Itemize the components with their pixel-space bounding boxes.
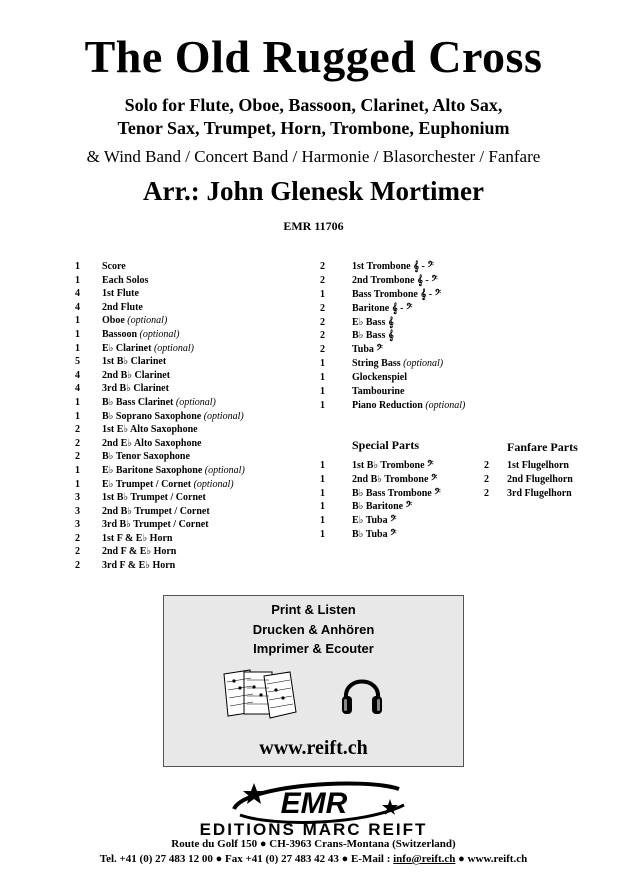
email-link[interactable]: info@reift.ch	[393, 853, 456, 865]
part-label: E♭ Tuba 𝄢	[352, 515, 397, 527]
part-quantity: 1	[75, 464, 80, 476]
part-quantity: 2	[320, 261, 325, 272]
part-quantity: 2	[320, 274, 325, 286]
part-name	[507, 488, 572, 499]
part-name	[352, 474, 437, 485]
part-label: 1st B♭ Trumpet / Cornet	[102, 492, 206, 504]
part-label: 1st E♭ Alto Saxophone	[102, 424, 198, 436]
catalog-number: EMR 11706	[283, 219, 344, 233]
part-name	[102, 424, 198, 435]
part-label: E♭ Clarinet	[102, 342, 152, 354]
page-title: The Old Rugged Cross	[84, 31, 543, 82]
part-name	[352, 317, 394, 328]
part-label: Glockenspiel	[352, 372, 408, 384]
part-quantity: 1	[320, 386, 325, 398]
part-label: B♭ Bass Clarinet	[102, 396, 174, 408]
part-label: 3rd B♭ Clarinet	[102, 383, 169, 395]
part-quantity: 1	[320, 473, 325, 485]
part-name	[352, 303, 412, 314]
part-name	[102, 370, 170, 381]
part-name	[352, 344, 383, 355]
part-label: B♭ Tuba 𝄢	[352, 528, 397, 540]
part-name	[102, 506, 210, 517]
part-quantity: 1	[320, 487, 325, 499]
part-label: 2nd B♭ Clarinet	[102, 369, 171, 381]
part-name	[352, 330, 394, 341]
part-quantity: 4	[75, 301, 80, 313]
publisher-contact	[0, 853, 627, 865]
part-name	[102, 465, 245, 476]
band-types: & Wind Band / Concert Band / Harmonie / Blasorchester / Fanfare	[86, 147, 541, 166]
part-label: 1st Flugelhorn	[507, 460, 569, 471]
part-name	[352, 529, 397, 540]
part-label: 2nd Flugelhorn	[507, 473, 573, 485]
part-label: E♭ Trumpet / Cornet	[102, 478, 192, 490]
part-quantity: 1	[320, 288, 325, 300]
part-quantity: 2	[75, 424, 80, 436]
part-quantity: 2	[484, 487, 489, 499]
part-label: Tuba 𝄢	[352, 344, 383, 356]
publisher-name: EDITIONS MARC REIFT	[199, 820, 428, 839]
part-quantity: 1	[75, 478, 80, 490]
part-quantity: 1	[75, 396, 80, 408]
part-name	[102, 315, 167, 326]
part-name	[352, 358, 443, 369]
part-label: 2nd Trombone 𝄞 - 𝄢	[352, 274, 438, 286]
promo-line-en: Print & Listen	[271, 602, 356, 617]
part-name	[352, 488, 441, 499]
part-quantity: 1	[75, 315, 80, 327]
part-name	[102, 519, 209, 530]
publisher-address: Route du Golf 150 ● CH-3963 Crans-Montana (Switzerland)	[171, 838, 456, 850]
part-label: E♭ Bass 𝄞	[352, 316, 394, 328]
part-label: Each Solos	[102, 274, 149, 286]
part-quantity: 2	[320, 316, 325, 328]
part-note: (optional)	[403, 358, 444, 370]
arranger: Arr.: John Glenesk Mortimer	[143, 176, 484, 206]
part-note: (optional)	[139, 328, 180, 340]
part-label: 3rd F & E♭ Horn	[102, 560, 176, 572]
part-quantity: 1	[320, 501, 325, 513]
part-quantity: 2	[484, 473, 489, 485]
part-name	[352, 386, 404, 397]
part-quantity: 3	[75, 492, 80, 504]
part-note: (optional)	[127, 315, 168, 327]
promo-line-fr: Imprimer & Ecouter	[253, 641, 374, 656]
part-quantity: 1	[320, 372, 325, 384]
part-name	[507, 460, 569, 471]
part-label: 2nd B♭ Trumpet / Cornet	[102, 505, 210, 517]
part-label: B♭ Bass Trombone 𝄢	[352, 487, 441, 499]
part-name	[102, 438, 201, 449]
part-quantity: 1	[75, 274, 80, 286]
part-label: 1st B♭ Clarinet	[102, 356, 167, 368]
logo-text: EMR	[280, 787, 348, 820]
part-label: Score	[102, 261, 126, 272]
part-name	[102, 451, 190, 462]
part-quantity: 1	[75, 261, 80, 272]
part-label: 1st B♭ Trombone 𝄢	[352, 460, 434, 471]
part-label: String Bass	[352, 358, 401, 370]
contact-phone-fax: Tel. +41 (0) 27 483 12 00 ● Fax +41 (0) 27 483 42 43 ● E-Mail :	[99, 853, 394, 865]
part-name	[102, 411, 244, 422]
part-name	[102, 492, 206, 503]
part-label: 2nd B♭ Trombone 𝄢	[352, 473, 438, 485]
part-label: Oboe	[102, 315, 125, 327]
part-label: B♭ Baritone 𝄢	[352, 501, 413, 513]
part-label: 2nd E♭ Alto Saxophone	[102, 437, 202, 449]
part-name	[102, 479, 234, 490]
part-name	[352, 372, 407, 383]
part-quantity: 4	[75, 369, 80, 381]
part-quantity: 1	[320, 399, 325, 411]
part-name	[352, 460, 433, 471]
part-quantity: 1	[320, 358, 325, 370]
part-name	[352, 501, 412, 512]
sheet-music-icon	[220, 668, 298, 720]
part-label: 1st F & E♭ Horn	[102, 532, 173, 544]
part-label: E♭ Baritone Saxophone	[102, 464, 203, 476]
part-quantity: 1	[75, 342, 80, 354]
part-name	[507, 474, 573, 485]
print-listen-box	[163, 595, 464, 767]
part-name	[102, 329, 180, 340]
part-quantity: 2	[320, 344, 325, 356]
part-label: Piano Reduction	[352, 399, 423, 411]
promo-line-de: Drucken & Anhören	[252, 622, 375, 637]
part-name	[102, 261, 126, 272]
part-quantity: 2	[320, 330, 325, 342]
part-quantity: 2	[75, 451, 80, 463]
part-name	[102, 546, 176, 557]
part-quantity: 1	[320, 528, 325, 540]
part-label: 3rd B♭ Trumpet / Cornet	[102, 519, 209, 531]
part-name	[102, 302, 143, 313]
subtitle-solo-line1: Solo for Flute, Oboe, Bassoon, Clarinet, Alto Sax,	[124, 95, 503, 115]
special-parts-heading: Special Parts	[352, 438, 419, 452]
part-quantity: 1	[75, 328, 80, 340]
part-note: (optional)	[425, 399, 466, 411]
part-label: 2nd F & E♭ Horn	[102, 546, 177, 558]
subtitle-solo-line2: Tenor Sax, Trumpet, Horn, Trombone, Euphonium	[117, 118, 510, 138]
contact-website: ● www.reift.ch	[455, 853, 528, 865]
part-label: 3rd Flugelhorn	[507, 487, 572, 499]
part-label: B♭ Tenor Saxophone	[102, 451, 190, 463]
part-name	[102, 397, 216, 408]
part-name	[352, 515, 397, 526]
headphones-icon	[340, 668, 384, 720]
part-quantity: 3	[75, 505, 80, 517]
part-name	[102, 288, 139, 299]
part-quantity: 2	[75, 437, 80, 449]
part-label: Bassoon	[102, 328, 138, 340]
part-label: 2nd Flute	[102, 301, 143, 313]
part-quantity: 1	[320, 515, 325, 527]
part-quantity: 1	[75, 410, 80, 422]
part-note: (optional)	[153, 342, 194, 354]
part-name	[102, 343, 194, 354]
part-label: 1st Trombone 𝄞 - 𝄢	[352, 261, 434, 272]
part-note: (optional)	[204, 464, 245, 476]
part-name	[352, 275, 438, 286]
part-quantity: 4	[75, 383, 80, 395]
part-name	[352, 289, 441, 300]
part-label: Baritone 𝄞 - 𝄢	[352, 302, 413, 314]
part-label: 1st Flute	[102, 288, 139, 300]
part-quantity: 2	[320, 302, 325, 314]
part-quantity: 2	[75, 532, 80, 544]
part-name	[102, 275, 148, 286]
promo-url[interactable]: www.reift.ch	[259, 737, 368, 759]
part-name	[352, 261, 434, 272]
part-name	[102, 356, 166, 367]
part-name	[102, 383, 169, 394]
fanfare-parts-heading: Fanfare Parts	[507, 440, 578, 454]
part-name	[102, 533, 172, 544]
part-note: (optional)	[175, 396, 216, 408]
part-name	[352, 400, 465, 411]
part-quantity: 2	[484, 460, 489, 471]
part-note: (optional)	[203, 410, 244, 422]
part-quantity: 5	[75, 356, 80, 368]
part-quantity: 2	[75, 546, 80, 558]
part-name	[102, 560, 175, 571]
part-quantity: 2	[75, 560, 80, 572]
part-quantity: 4	[75, 288, 80, 300]
part-note: (optional)	[193, 478, 234, 490]
part-label: B♭ Bass 𝄞	[352, 330, 394, 342]
part-label: Tambourine	[352, 386, 405, 398]
part-quantity: 3	[75, 519, 80, 531]
part-quantity: 1	[320, 460, 325, 471]
part-label: B♭ Soprano Saxophone	[102, 410, 202, 422]
part-label: Bass Trombone 𝄞 - 𝄢	[352, 288, 442, 300]
